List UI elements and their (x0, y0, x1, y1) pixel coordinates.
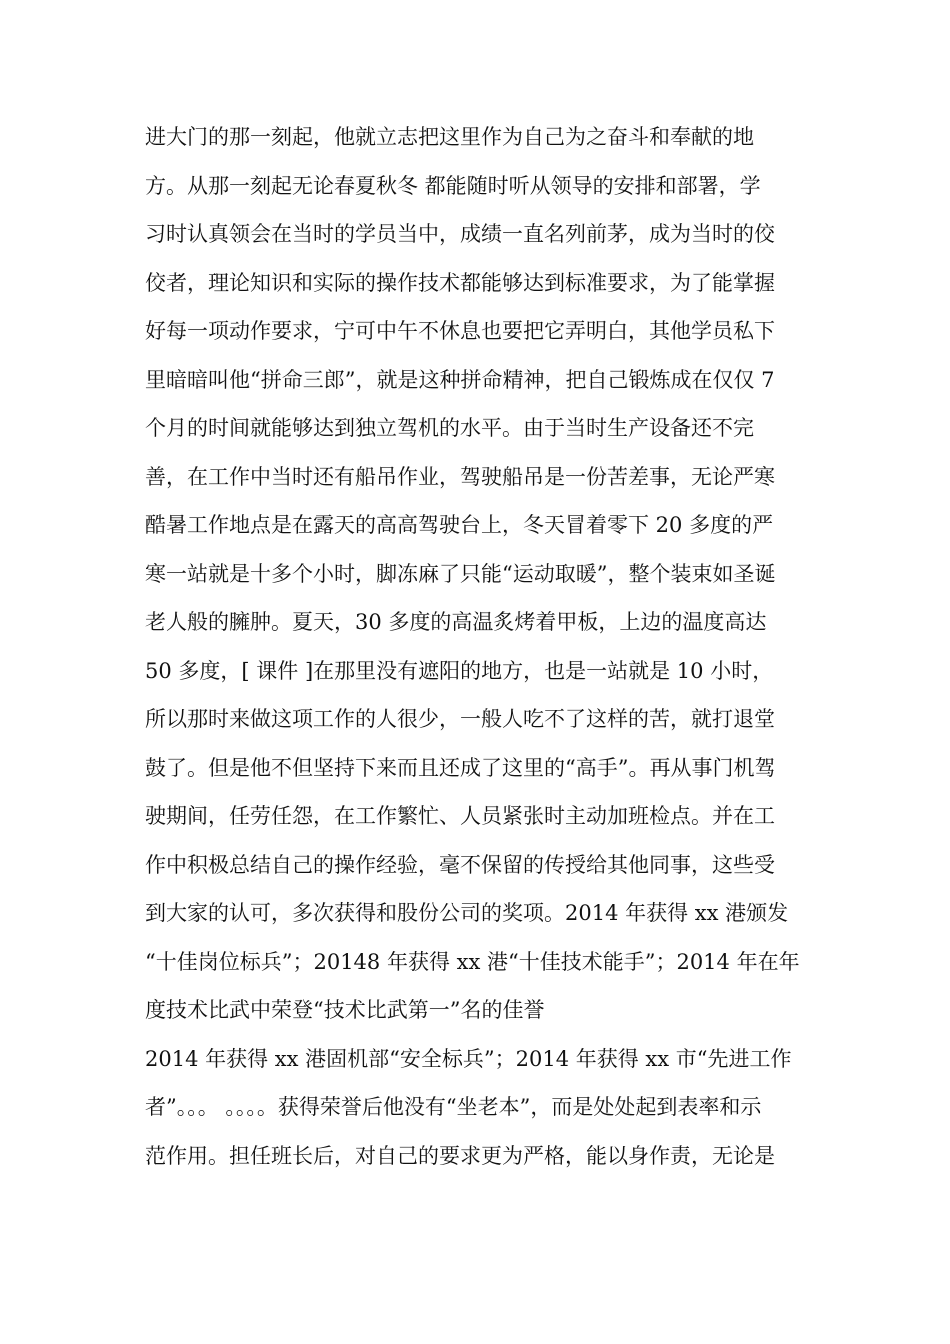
text-line: 范作用。担任班长后，对自己的要求更为严格，能以身作责，无论是 (145, 1143, 775, 1168)
text-line: 鼓了。但是他不但坚持下来而且还成了这里的“高手”。再从事门机驾 (145, 755, 776, 780)
text-line: 驶期间，任劳任怨，在工作繁忙、人员紧张时主动加班检点。并在工 (145, 804, 775, 828)
text-line: 老人般的臃肿。夏天，30 多度的高温炙烤着甲板，上边的温度高达 (145, 610, 767, 634)
text-line: 寒一站就是十多个小时，脚冻麻了只能“运动取暖”，整个装束如圣诞 (145, 561, 776, 586)
text-line: 习时认真领会在当时的学员当中，成绩一直名列前茅，成为当时的佼 (145, 222, 775, 246)
text-line: 个月的时间就能够达到独立驾机的水平。由于当时生产设备还不完 (145, 416, 754, 440)
text-line: 善，在工作中当时还有船吊作业，驾驶船吊是一份苦差事，无论严寒 (145, 464, 775, 489)
text-line: “十佳岗位标兵”；20148 年获得 xx 港“十佳技术能手”；2014 年在年 (145, 949, 800, 974)
text-line: 方。从那一刻起无论春夏秋冬 都能随时听从领导的安排和部署，学 (145, 173, 761, 198)
text-line: 酷暑工作地点是在露天的高高驾驶台上，冬天冒着零下 20 多度的严 (145, 513, 774, 537)
text-line: 进大门的那一刻起，他就立志把这里作为自己为之奋斗和奉献的地 (145, 125, 754, 149)
text-line: 所以那时来做这项工作的人很少，一般人吃不了这样的苦，就打退堂 (145, 707, 775, 731)
text-line: 到大家的认可，多次获得和股份公司的奖项。2014 年获得 xx 港颁发 (145, 901, 789, 925)
text-line: 里暗暗叫他“拼命三郎”，就是这种拼命精神，把自己锻炼成在仅仅 7 (145, 367, 775, 392)
text-line: 好每一项动作要求，宁可中午不休息也要把它弄明白，其他学员私下 (145, 319, 775, 343)
text-line: 度技术比武中荣登“技术比武第一”名的佳誉 (145, 998, 545, 1022)
text-line: 作中积极总结自己的操作经验，毫不保留的传授给其他同事，这些受 (145, 852, 775, 877)
text-line: 2014 年获得 xx 港固机部“安全标兵”；2014 年获得 xx 市“先进工作 (145, 1046, 792, 1071)
text-line: 佼者，理论知识和实际的操作技术都能够达到标准要求，为了能掌握 (145, 270, 775, 295)
text-line: 者”。。。 。。。。获得荣誉后他没有“坐老本”，而是处处起到表率和示 (145, 1095, 762, 1119)
text-line: 50 多度，[ 课件 ]在那里没有遮阳的地方，也是一站就是 10 小时， (145, 658, 774, 683)
body-text (145, 113, 815, 1180)
